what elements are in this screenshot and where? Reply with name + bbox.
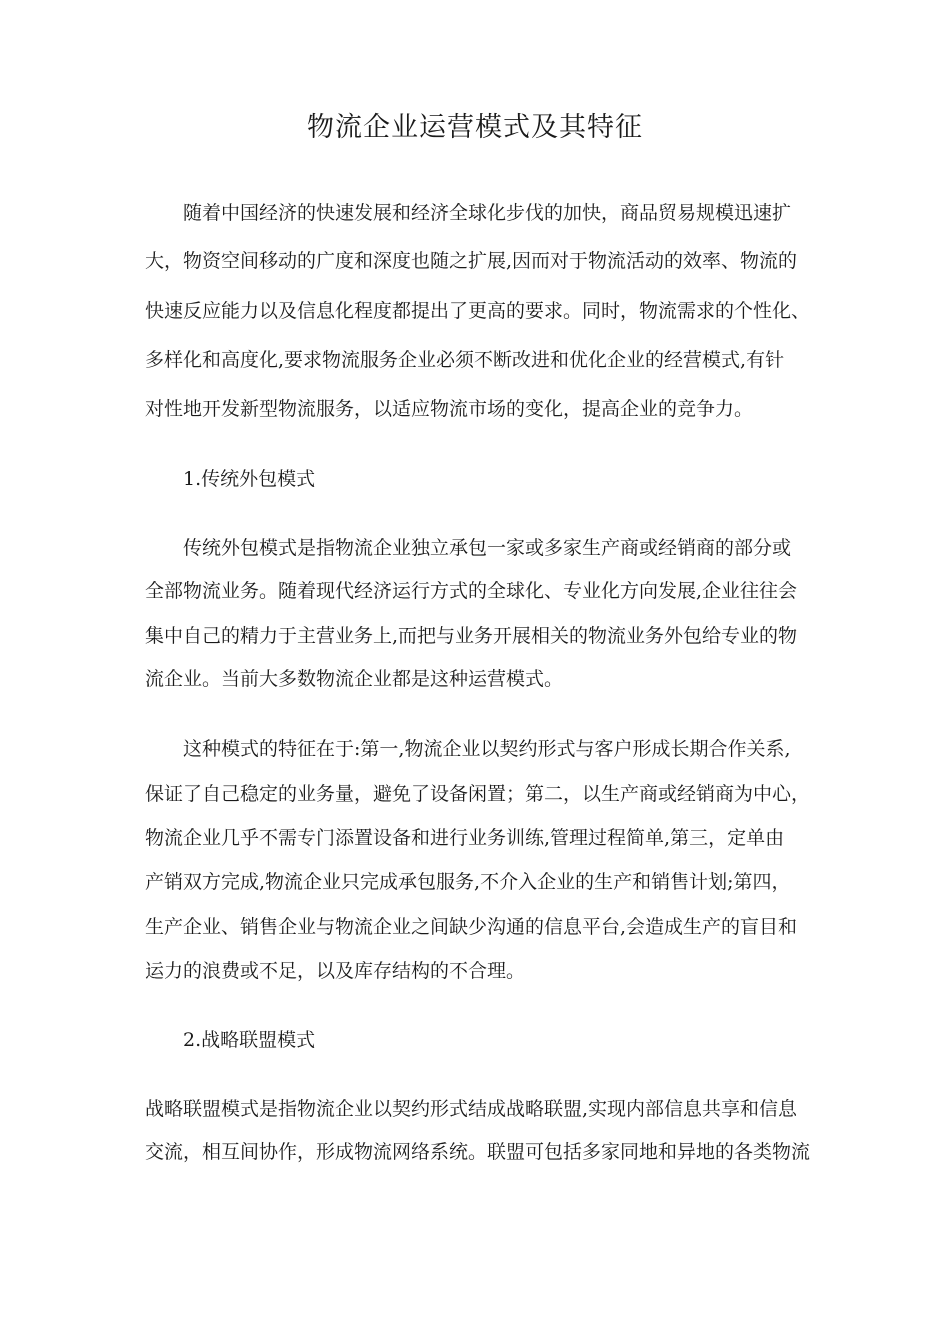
paragraph-1-line-5: 对性地开发新型物流服务，以适应物流市场的变化，提高企业的竞争力。 [145,398,754,420]
paragraph-3-line-3: 物流企业几乎不需专门添置设备和进行业务训练,管理过程简单,第三，定单由 [145,827,785,849]
paragraph-1-line-2: 大，物资空间移动的广度和深度也随之扩展,因而对于物流活动的效率、物流的 [145,250,798,272]
section-heading-2: 2.战略联盟模式 [183,1029,316,1051]
document-title: 物流企业运营模式及其特征 [307,112,643,143]
paragraph-2-line-1: 传统外包模式是指物流企业独立承包一家或多家生产商或经销商的部分或 [183,537,792,559]
paragraph-1-line-4: 多样化和高度化,要求物流服务企业必须不断改进和优化企业的经营模式,有针 [145,349,785,371]
paragraph-2-line-4: 流企业。当前大多数物流企业都是这种运营模式。 [145,668,564,690]
section-heading-1: 1.传统外包模式 [183,468,316,490]
paragraph-3-line-1: 这种模式的特征在于:第一,物流企业以契约形式与客户形成长期合作关系, [183,738,791,760]
paragraph-3-line-6: 运力的浪费或不足，以及库存结构的不合理。 [145,960,526,982]
paragraph-4-line-2: 交流，相互间协作，形成物流网络系统。联盟可包括多家同地和异地的各类物流 [145,1141,811,1163]
paragraph-3-line-4: 产销双方完成,物流企业只完成承包服务,不介入企业的生产和销售计划;第四， [145,871,791,893]
paragraph-2-line-2: 全部物流业务。随着现代经济运行方式的全球化、专业化方向发展,企业往往会 [145,580,798,602]
paragraph-3-line-2: 保证了自己稳定的业务量，避免了设备闲置；第二，以生产商或经销商为中心， [145,783,811,805]
paragraph-2-line-3: 集中自己的精力于主营业务上,而把与业务开展相关的物流业务外包给专业的物 [145,625,798,647]
paragraph-1-line-3: 快速反应能力以及信息化程度都提出了更高的要求。同时，物流需求的个性化、 [145,300,811,322]
paragraph-3-line-5: 生产企业、销售企业与物流企业之间缺少沟通的信息平台,会造成生产的盲目和 [145,916,798,938]
paragraph-1-line-1: 随着中国经济的快速发展和经济全球化步伐的加快，商品贸易规模迅速扩 [183,202,792,224]
paragraph-4-line-1: 战略联盟模式是指物流企业以契约形式结成战略联盟,实现内部信息共享和信息 [145,1098,798,1120]
